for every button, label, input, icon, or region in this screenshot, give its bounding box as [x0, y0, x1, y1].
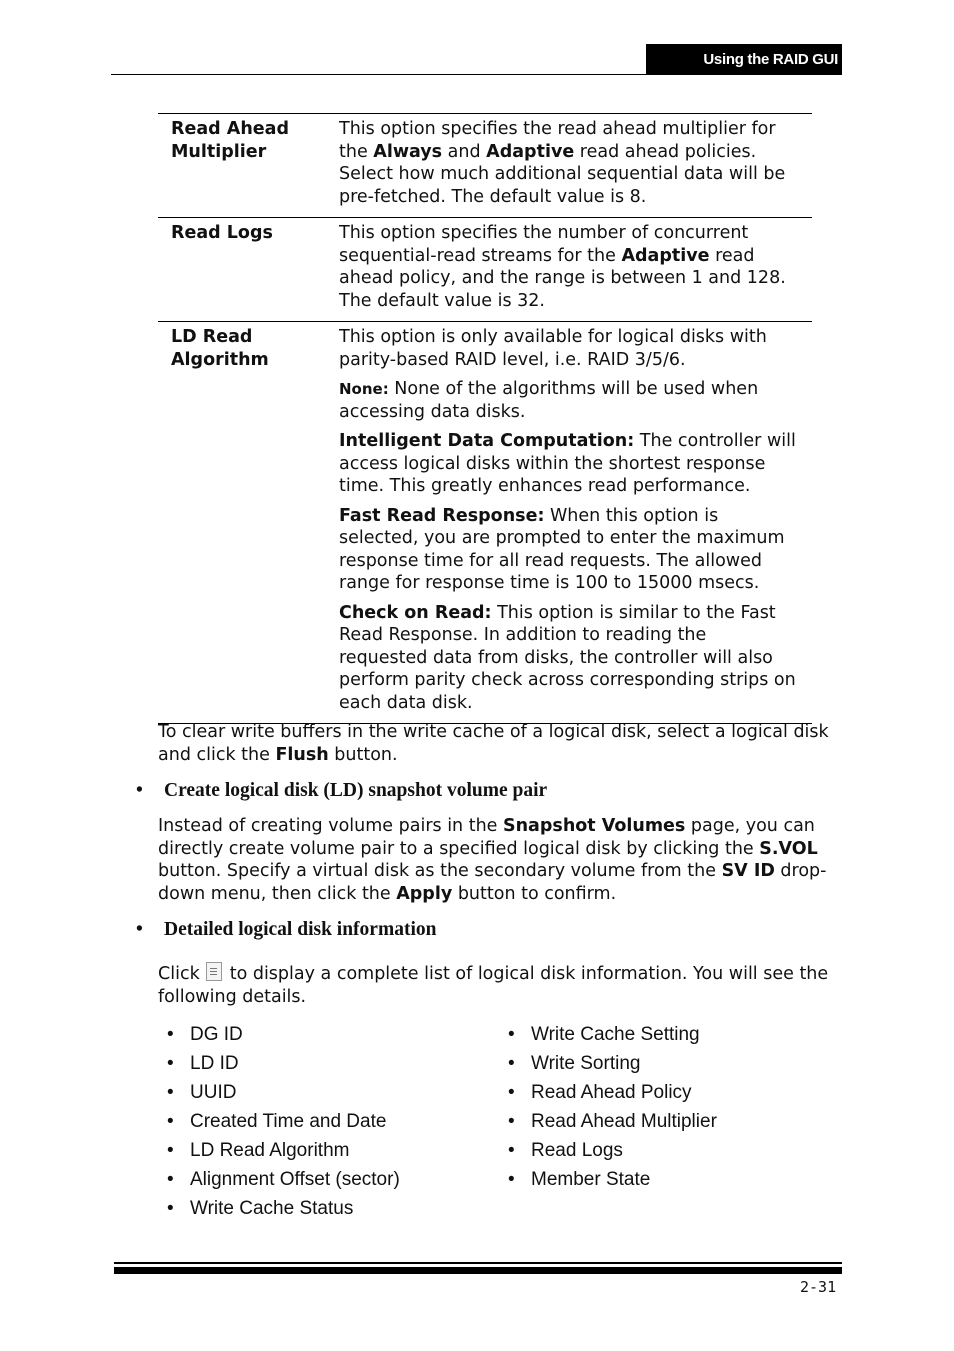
bullet: •	[508, 1169, 515, 1190]
list-item	[499, 1082, 717, 1111]
list-item	[158, 1198, 400, 1227]
list-item	[158, 1053, 400, 1082]
row-term: Read Logs	[171, 223, 273, 243]
heading-text: Create logical disk (LD) snapshot volume pair	[164, 780, 548, 801]
bullet: •	[508, 1140, 515, 1161]
list-item	[158, 1140, 400, 1169]
table-row	[158, 114, 812, 218]
desc-paragraph: This option is only available for logical disks with parity-based RAID level, i.e. RAID 3/5/6.	[339, 327, 767, 370]
options-table	[158, 113, 812, 724]
list-item-text: DG ID	[190, 1024, 243, 1045]
bullet: •	[508, 1111, 515, 1132]
bullet: •	[136, 780, 143, 801]
row-description: This option specifies the number of concurrent sequential-read streams for the Adaptive read ahead policy, and the range is between 1 and 128. The default value is 32.	[339, 223, 786, 311]
list-item	[158, 1169, 400, 1198]
bullet: •	[508, 1053, 515, 1074]
table-row	[158, 218, 812, 322]
bullet: •	[167, 1198, 174, 1219]
details-list-left	[158, 1024, 400, 1227]
list-item	[158, 1111, 400, 1140]
list-item-text: Write Sorting	[531, 1053, 641, 1074]
desc-paragraph: None: None of the algorithms will be used when accessing data disks.	[339, 379, 759, 422]
list-item-text: Member State	[531, 1169, 651, 1190]
list-item	[499, 1024, 717, 1053]
list-item	[499, 1053, 717, 1082]
bullet: •	[167, 1082, 174, 1103]
bullet: •	[167, 1140, 174, 1161]
list-item-text: Read Ahead Policy	[531, 1082, 692, 1103]
snapshot-paragraph: Instead of creating volume pairs in the Snapshot Volumes page, you can directly create volume pair to a specified logical disk by clicking the S.VOL button. Specify a virtual disk as the secondary volume from the SV ID drop-down menu, then click the Apply button to confirm.	[158, 816, 827, 904]
page-number: 2-31	[800, 1278, 837, 1296]
list-item	[499, 1140, 717, 1169]
list-item	[499, 1169, 717, 1198]
table-row	[158, 322, 812, 724]
list-item	[499, 1111, 717, 1140]
header-title: Using the RAID GUI	[646, 44, 842, 75]
footer-rule-thin	[114, 1262, 842, 1264]
bullet: •	[167, 1024, 174, 1045]
list-item-text: Read Ahead Multiplier	[531, 1111, 717, 1132]
bullet: •	[167, 1111, 174, 1132]
bullet: •	[167, 1169, 174, 1190]
click-text: Click	[158, 964, 200, 984]
row-term: LD Read Algorithm	[171, 327, 269, 370]
desc-paragraph: Check on Read: This option is similar to the Fast Read Response. In addition to reading the requested data from disks, the controller will also perform parity check across corresponding strips on each data disk.	[339, 602, 796, 713]
list-item	[158, 1024, 400, 1053]
row-description	[325, 322, 812, 723]
list-item-text: UUID	[190, 1082, 237, 1103]
header-rule	[111, 74, 646, 75]
section-heading-snapshot	[136, 780, 547, 802]
bullet: •	[508, 1024, 515, 1045]
bullet: •	[167, 1053, 174, 1074]
section-heading-details	[136, 919, 436, 941]
desc-paragraph: Intelligent Data Computation: The controller will access logical disks within the shortest response time. This greatly enhances read performance.	[339, 431, 796, 496]
row-term: Read Ahead Multiplier	[171, 119, 289, 162]
heading-text: Detailed logical disk information	[164, 919, 437, 940]
list-item-text: LD Read Algorithm	[190, 1140, 350, 1161]
footer-rule-thick	[114, 1267, 842, 1274]
details-paragraph	[158, 962, 838, 1008]
list-item-text: Write Cache Setting	[531, 1024, 700, 1045]
details-list-right	[499, 1024, 717, 1198]
row-description: This option specifies the read ahead multiplier for the Always and Adaptive read ahead policies. Select how much additional sequential data will be pre-fetched. The default value is 8.	[339, 119, 786, 207]
list-item-text: LD ID	[190, 1053, 239, 1074]
bullet: •	[508, 1082, 515, 1103]
flush-paragraph: To clear write buffers in the write cache of a logical disk, select a logical disk and click the Flush button.	[158, 722, 829, 765]
document-icon[interactable]	[206, 962, 222, 981]
list-item-text: Alignment Offset (sector)	[190, 1169, 400, 1190]
bullet: •	[136, 919, 143, 940]
list-item	[158, 1082, 400, 1111]
list-item-text: Write Cache Status	[190, 1198, 354, 1219]
list-item-text: Read Logs	[531, 1140, 623, 1161]
desc-paragraph: Fast Read Response: When this option is selected, you are prompted to enter the maximum response time for all read requests. The allowed range for response time is 100 to 15000 msecs.	[339, 505, 785, 593]
list-item-text: Created Time and Date	[190, 1111, 387, 1132]
after-icon-text: to display a complete list of logical disk information. You will see the following details.	[158, 964, 829, 1007]
